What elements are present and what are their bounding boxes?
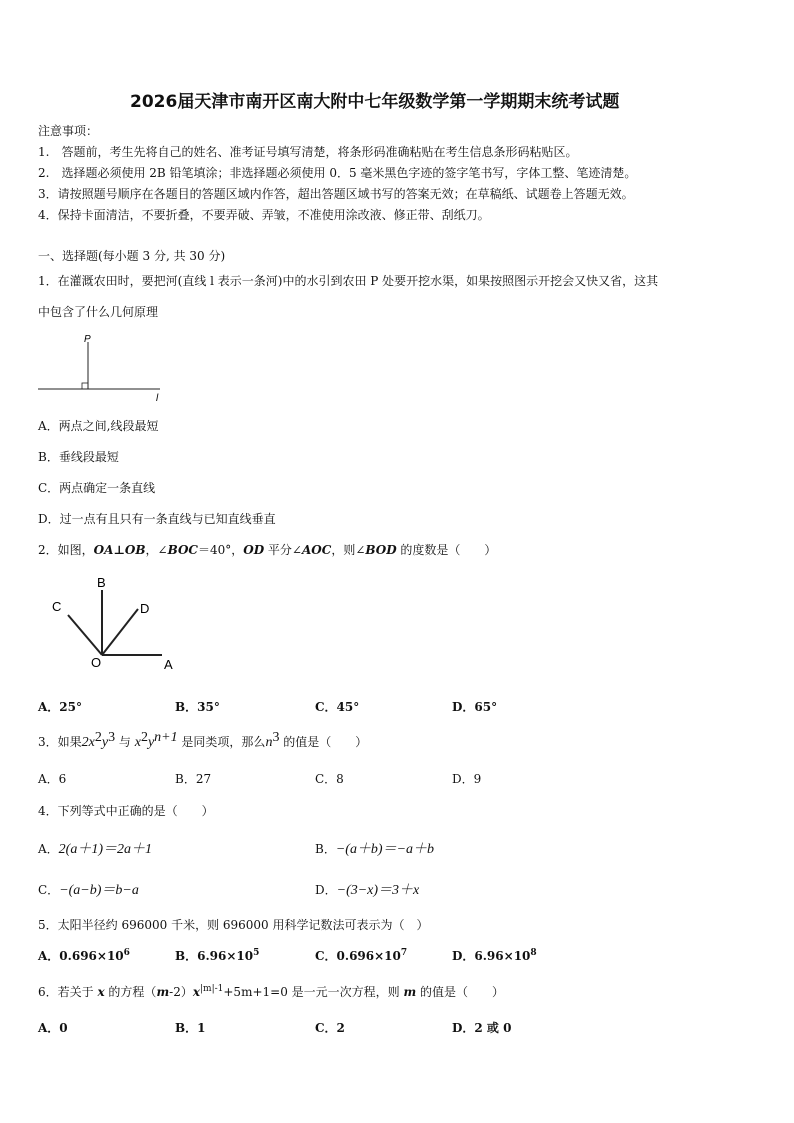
question-4-option-b: B．−(a＋b)＝−a＋b [315,842,435,857]
figure-label-a: A [164,657,173,672]
question-3-option-b: B．27 [175,772,212,786]
question-2-option-d: D．65° [452,700,498,714]
question-6-option-b: B．1 [175,1021,206,1035]
figure-label-b: B [97,575,106,590]
question-2-option-c: C．45° [315,700,360,714]
question-1-option-b: B．垂线段最短 [38,450,119,464]
question-5-option-b: B．$6.96\times 10^5$ [175,948,260,963]
question-1-option-a: A．两点之间,线段最短 [38,419,159,433]
notice-item-3: 3．请按照题号顺序在各题目的答题区域内作答，超出答题区域书写的答案无效；在草稿纸、试题卷上答题无效。 [38,187,634,201]
question-1-option-d: D．过一点有且只有一条直线与已知直线垂直 [38,512,276,526]
question-6-option-a: A．0 [38,1021,68,1035]
figure-label-d: D [140,601,150,616]
question-5-stem: 5．太阳半径约 696000 千米，则 696000 用科学记数法可表示为（ ） [38,918,429,932]
question-6-stem: 6．若关于 x 的方程$(m-2)x^{|m|-1}+5m+1=0$ 是一元一次方程，则 m 的值是（ ） [38,984,504,999]
section-heading: 一、选择题(每小题 3 分, 共 30 分) [38,249,226,263]
question-5-option-c: C．$0.696\times 10^7$ [315,948,408,963]
question-6-option-c: C．2 [315,1021,345,1035]
question-2-option-b: B．35° [175,700,220,714]
figure-label-o: O [91,655,102,670]
notice-item-4: 4．保持卡面清洁，不要折叠，不要弄破、弄皱，不准使用涂改液、修正带、刮纸刀。 [38,208,490,222]
question-2-option-a: A．25° [38,700,83,714]
question-3-option-d: D．9 [452,772,482,786]
figure-label-c: C [52,599,62,614]
notice-heading: 注意事项： [38,124,99,138]
figure-label-l: l [156,393,159,404]
question-3-stem: 3．如果$2x^2y^3$ 与 $x^2y^{n+1}$ 是同类项，那么$n^3$ 的值是（ ） [38,730,368,750]
page-title: 2026届天津市南开区南大附中七年级数学第一学期期末统考试题 [130,92,620,112]
question-4-option-c: C．−(a−b)＝b−a [38,883,139,898]
notice-item-1: 1. 答题前，考生先将自己的姓名、准考证号填写清楚，将条形码准确粘贴在考生信息条形码粘贴区。 [38,145,578,159]
question-5-option-a: A．$0.696\times 10^6$ [38,948,130,963]
question-3-option-a: A．6 [38,772,67,786]
question-5-option-d: D．$6.96\times 10^8$ [452,948,537,963]
question-4-option-d: D．−(3−x)＝3＋x [315,883,420,898]
question-1-figure [30,330,180,405]
question-3-option-c: C．8 [315,772,344,786]
figure-label-p: P [84,334,91,345]
question-4-stem: 4．下列等式中正确的是（ ） [38,804,214,818]
question-2-figure [40,575,190,675]
question-2-stem: 2．如图，OA⊥OB，∠BOC＝40°，OD 平分∠AOC，则∠BOD 的度数是（ ） [38,543,497,557]
notice-item-2: 2. 选择题必须使用 2B 铅笔填涂；非选择题必须使用 0．5 毫米黑色字迹的签字笔书写，字体工整、笔迹清楚。 [38,166,637,180]
question-4-option-a: A．2(a＋1)＝2a＋1 [38,842,152,857]
question-1-option-c: C．两点确定一条直线 [38,481,156,495]
question-1-line-1: 1．在灌溉农田时，要把河(直线 l 表示一条河)中的水引到农田 P 处要开挖水渠，如果按照图示开挖会又快又省，这其 [38,274,659,288]
question-1-line-2: 中包含了什么几何原理 [38,305,159,319]
question-6-option-d: D．2 或 0 [452,1021,512,1035]
